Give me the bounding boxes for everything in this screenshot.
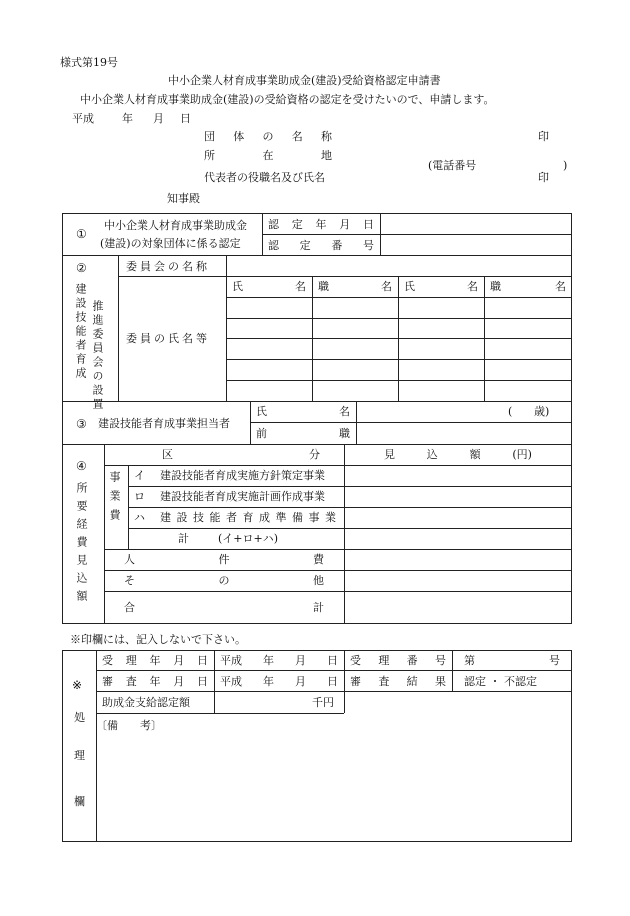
item-i-mark: イ — [134, 469, 145, 482]
receipt-date-label: 受 理 年 月 日 — [102, 654, 208, 667]
form-title: 中小企業人材育成事業助成金(建設)受給資格認定申請書 — [168, 74, 441, 87]
grant-amount-label: 助成金支給認定額 — [102, 696, 190, 709]
person-name-field[interactable] — [357, 402, 497, 421]
phone-close: ) — [563, 159, 568, 172]
total-label: 合 計 — [124, 601, 324, 614]
section3-number: ③ — [76, 417, 87, 431]
section4-side-label: 所要経費見込額 — [75, 482, 88, 608]
item-ha-label: 建 設 技 能 者 育 成 準 備 事 業 — [160, 511, 336, 524]
org-name-label: 団 体 の 名 称 — [204, 130, 332, 143]
subtotal-label: 計 — [178, 532, 189, 545]
estimate-amount-fields[interactable] — [345, 466, 571, 623]
section1-title-line2: (建設)の対象団体に係る認定 — [100, 237, 241, 250]
grant-amount-unit: 千円 — [312, 696, 334, 709]
item-ha-mark: ハ — [134, 511, 145, 524]
review-result-value[interactable]: 認定 ・ 不認定 — [464, 675, 537, 688]
previous-job-label: 前 職 — [256, 427, 350, 440]
col-title-header-1: 職 名 — [318, 280, 392, 293]
col-name-header-1: 氏 名 — [232, 280, 306, 293]
addressee: 知事殿 — [167, 192, 200, 205]
section3-title: 建設技能者育成事業担当者 — [98, 417, 230, 430]
age-close: 歳) — [534, 405, 550, 418]
subtotal-formula: (イ+ロ+ハ) — [218, 532, 279, 545]
representative-label: 代表者の役職名及び氏名 — [204, 171, 325, 184]
cert-date-field[interactable] — [381, 214, 571, 234]
cert-number-label: 認 定 番 号 — [268, 239, 374, 252]
cert-date-label: 認 定 年 月 日 — [268, 218, 374, 231]
seal-mark-org: 印 — [538, 130, 549, 143]
receipt-number-value[interactable]: 第 号 — [464, 654, 560, 667]
receipt-date-value[interactable]: 平成 年 月 日 — [220, 654, 338, 667]
section1-title-line1: 中小企業人材育成事業助成金 — [104, 219, 247, 232]
members-label: 委員の氏名等 — [126, 332, 210, 345]
col-title-header-2: 職 名 — [490, 280, 566, 293]
remarks-field[interactable] — [97, 735, 571, 841]
review-date-label: 審 査 年 月 日 — [102, 675, 208, 688]
item-ro-label: 建設技能者育成実施計画作成事業 — [160, 490, 325, 503]
section4-number: ④ — [76, 459, 87, 473]
phone-open: (電話番号 — [428, 159, 477, 172]
personnel-cost-label: 人 件 費 — [124, 553, 324, 566]
committee-name-field[interactable] — [227, 256, 571, 275]
jigyouhi-label: 事業費 — [108, 471, 121, 528]
form-number: 様式第19号 — [60, 56, 118, 69]
kubun-header: 区 分 — [162, 448, 320, 461]
section2-number: ② — [76, 261, 87, 275]
seal-mark-rep: 印 — [538, 171, 549, 184]
item-ro-mark: ロ — [134, 490, 145, 503]
receipt-number-label: 受 理 番 号 — [350, 654, 446, 667]
section2-side-label-b: 推進委員会の設置 — [91, 300, 104, 412]
office-use-note: ※印欄には、記入しないで下さい。 — [70, 633, 246, 646]
members-entry-grid[interactable] — [227, 298, 571, 400]
person-name-label: 氏 名 — [256, 405, 350, 418]
other-cost-label: そ の 他 — [124, 574, 324, 587]
cert-number-field[interactable] — [381, 235, 571, 254]
address-label: 所 在 地 — [204, 149, 332, 162]
review-date-value[interactable]: 平成 年 月 日 — [220, 675, 338, 688]
grant-amount-field[interactable] — [215, 692, 307, 712]
item-i-label: 建設技能者育成実施方針策定事業 — [160, 469, 325, 482]
committee-name-label: 委員会の名称 — [126, 260, 210, 273]
section1-number: ① — [76, 227, 87, 241]
intro-text: 中小企業人材育成事業助成金(建設)の受給資格の認定を受けたいので、申請します。 — [80, 93, 495, 106]
estimate-header: 見 込 額 (円) — [384, 448, 532, 461]
review-result-label: 審 査 結 果 — [350, 675, 446, 688]
previous-job-field[interactable] — [357, 423, 571, 443]
col-name-header-2: 氏 名 — [404, 280, 478, 293]
section2-side-label-a: 建設技能者育成 — [74, 283, 87, 381]
age-open: ( — [508, 405, 513, 418]
remarks-label: 〔備 考〕 — [96, 719, 162, 732]
